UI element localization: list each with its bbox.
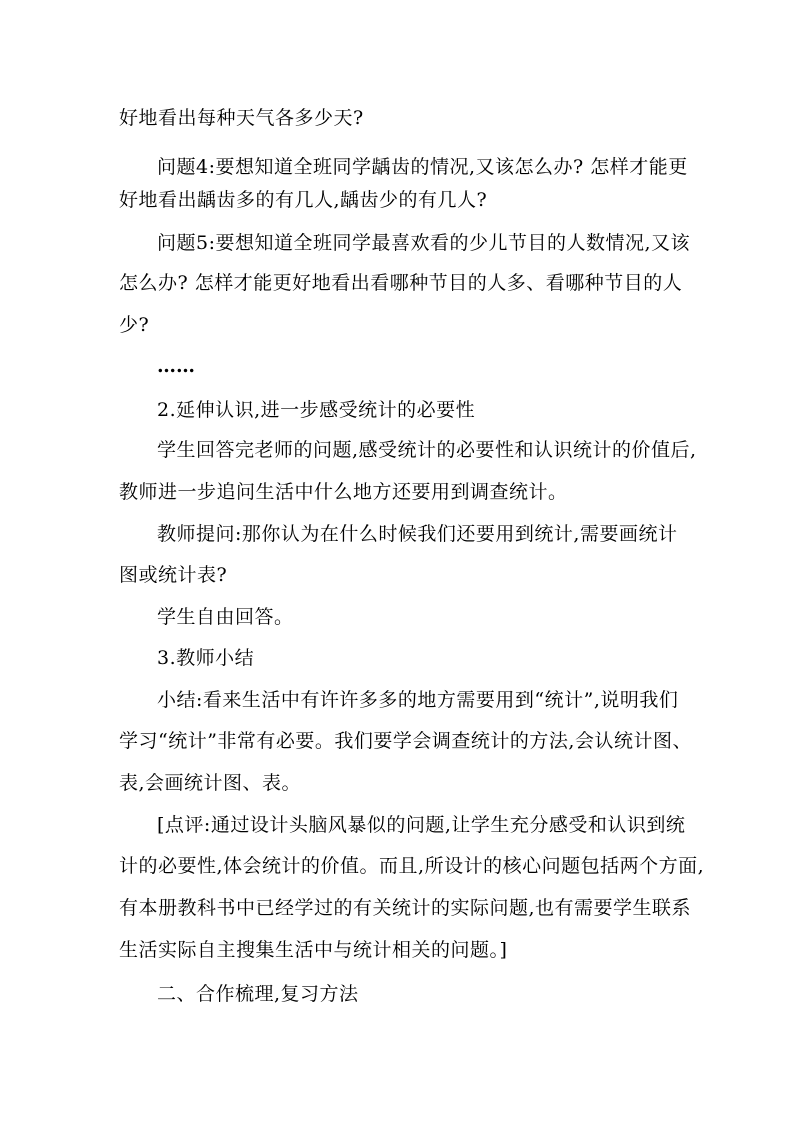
paragraph-line: 好地看出每种天气各多少天? bbox=[119, 107, 364, 129]
paragraph-line: 图或统计表? bbox=[119, 564, 228, 586]
comment-line: 计的必要性,体会统计的价值。而且,所设计的核心问题包括两个方面, bbox=[119, 855, 705, 877]
paragraph-line: 少? bbox=[119, 314, 150, 336]
paragraph-line: 表,会画统计图、表。 bbox=[119, 772, 302, 794]
section-heading: 2.延伸认识,进一步感受统计的必要性 bbox=[157, 399, 476, 421]
paragraph-line: 好地看出龋齿多的有几人,龋齿少的有几人? bbox=[119, 189, 488, 211]
paragraph-line: 学习“统计”非常有必要。我们要学会调查统计的方法,会认统计图、 bbox=[119, 730, 692, 752]
paragraph-line: 教师提问:那你认为在什么时候我们还要用到统计,需要画统计 bbox=[157, 523, 678, 545]
paragraph-line: 学生回答完老师的问题,感受统计的必要性和认识统计的价值后, bbox=[157, 439, 697, 461]
paragraph-line: 问题4:要想知道全班同学龋齿的情况,又该怎么办? 怎样才能更 bbox=[157, 156, 688, 178]
comment-line: [点评:通过设计头脑风暴似的问题,让学生充分感受和认识到统 bbox=[157, 814, 686, 836]
section-heading: 3.教师小结 bbox=[157, 647, 255, 669]
paragraph-line: 教师进一步追问生活中什么地方还要用到调查统计。 bbox=[119, 481, 568, 503]
comment-line: 生活实际自主搜集生活中与统计相关的问题。] bbox=[119, 939, 508, 961]
paragraph-line: 问题5:要想知道全班同学最喜欢看的少儿节目的人数情况,又该 bbox=[157, 232, 691, 254]
section-heading: 二、合作梳理,复习方法 bbox=[157, 983, 359, 1005]
comment-line: 有本册教科书中已经学过的有关统计的实际问题,也有需要学生联系 bbox=[119, 897, 692, 919]
paragraph-line: 小结:看来生活中有许许多多的地方需要用到“统计”,说明我们 bbox=[157, 689, 679, 711]
ellipsis-line: …… bbox=[157, 355, 195, 377]
paragraph-line: 怎么办? 怎样才能更好地看出看哪种节目的人多、看哪种节目的人 bbox=[119, 272, 683, 294]
paragraph-line: 学生自由回答。 bbox=[157, 606, 294, 628]
